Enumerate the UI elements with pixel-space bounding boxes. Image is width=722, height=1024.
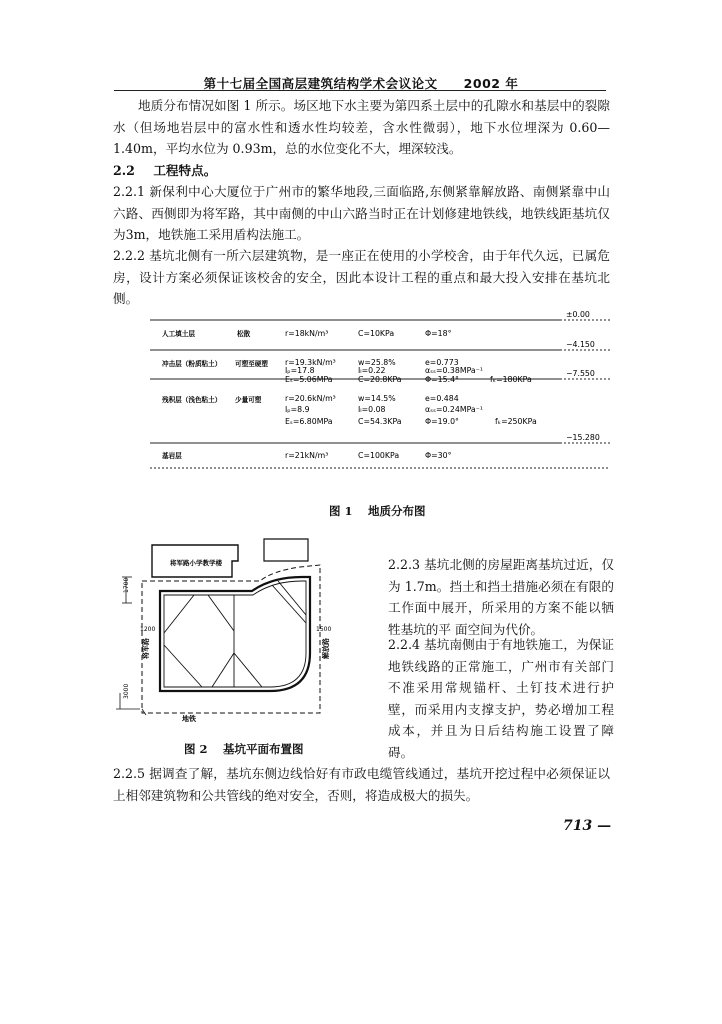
dimension-label-3000: 3000 xyxy=(123,683,130,699)
east-road-label: 解放路 xyxy=(322,638,330,659)
school-label: 将军路小学教学楼 xyxy=(170,559,222,567)
depth-label-2: −7.550 xyxy=(566,369,595,378)
layer-value: w=14.5% xyxy=(358,394,396,403)
paragraph-2-2-2: 2.2.2 基坑北侧有一所六层建筑物，是一座正在使用的小学校舍，由于年代久远，已属危房，设计方案必须保证该校舍的安全，因此本设计工程的重点和最大投入安排在基坑北侧。 xyxy=(113,248,610,306)
layer-value: r=18kN/m³ xyxy=(285,329,329,338)
layer-value: Φ=18° xyxy=(425,329,452,338)
layer-value: Φ=30° xyxy=(425,451,452,460)
layer-value: e=0.484 xyxy=(425,394,459,403)
adjacent-building-outline xyxy=(264,539,308,561)
layer-value: fₖ=180KPa xyxy=(490,375,532,384)
internal-bracing xyxy=(164,581,306,687)
layer-value: C=10KPa xyxy=(358,329,395,338)
figure-2-excavation-plan xyxy=(112,533,376,729)
layer-value: r=20.6kN/m³ xyxy=(285,394,336,403)
dimension-label-1700: 1700 xyxy=(123,577,130,593)
layer-value: Iₗ=0.08 xyxy=(358,405,386,414)
layer-value: r=19.3kN/m³ xyxy=(285,358,336,367)
running-header: 第十七届全国高层建筑结构学术会议论文 2002 年 xyxy=(203,76,519,91)
layer-name-alluvial: 冲击层（粉质粘土） xyxy=(162,360,222,368)
header-rule xyxy=(114,90,606,91)
layer-value: Φ=15.4° xyxy=(425,375,459,384)
layer-value: Iₚ=17.8 xyxy=(285,366,315,375)
paragraph-geology: 地质分布情况如图 1 所示。场区地下水主要为第四系土层中的孔隙水和基层中的裂隙水（但场地岩层中的富水性和透水性均较差，含水性微弱），地下水位埋深为 0.60—1.40m，平均水位为 0.93m，总的水位变化不大，埋深较浅。 xyxy=(113,98,610,156)
paragraph-2-2-4: 2.2.4 基坑南侧由于有地铁施工，为保证地铁线路的正常施工，广州市有关部门不准采用常规锚杆、土钉技术进行护壁，而采用内支撑支护，势必增加工程成本，并且为日后结构施工设置了障碍。 xyxy=(388,637,614,760)
dimension-label-1200: 1200 xyxy=(140,626,156,633)
south-road-label: 地铁 xyxy=(182,715,196,723)
layer-name-residual: 残积层（浅色粘土） xyxy=(162,396,222,404)
depth-label-0: ±0.00 xyxy=(566,310,590,319)
figure-1-geology-profile xyxy=(150,308,610,478)
layer-value: r=21kN/m³ xyxy=(285,451,329,460)
paragraph-2-2-5: 2.2.5 据调查了解，基坑东侧边线恰好有市政电缆管线通过，基坑开挖过程中必须保证以上相邻建筑物和公共管线的绝对安全，否则，将造成极大的损失。 xyxy=(113,766,610,803)
section-number: 2.2 xyxy=(113,163,135,178)
paragraph-2-2-3: 2.2.3 基坑北侧的房屋距离基坑过近，仅为 1.7m。挡土和挡土措施必须在有限的工作面中展开，所采用的方案不能以牺牲基坑的平 面空间为代价。 xyxy=(388,557,614,637)
layer-value: αₛₛ=0.38MPa⁻¹ xyxy=(425,366,483,375)
depth-label-1: −4.150 xyxy=(566,340,595,349)
layer-value: C=20.8KPa xyxy=(358,375,402,384)
figure-2-caption: 图 2 基坑平面布置图 xyxy=(184,742,304,756)
pit-inner-wall xyxy=(164,581,306,687)
layer-value: C=54.3KPa xyxy=(358,417,402,426)
depth-label-3: −15.280 xyxy=(566,433,600,442)
dimension-label-1500: 1500 xyxy=(316,626,332,633)
layer-desc-alluvial: 可塑至硬塑 xyxy=(235,360,268,368)
layer-value: Eₛ=6.80MPa xyxy=(285,417,333,426)
layer-value: fₖ=250KPa xyxy=(495,417,537,426)
layer-value: Iₗ=0.22 xyxy=(358,366,386,375)
layer-value: e=0.773 xyxy=(425,358,459,367)
west-road-label: 将军路 xyxy=(142,638,150,659)
layer-value: C=100KPa xyxy=(358,451,400,460)
layer-value: Eₛ=5.06MPa xyxy=(285,375,333,384)
layer-name-fill: 人工填土层 xyxy=(162,330,195,338)
layer-desc-residual: 少量可塑 xyxy=(235,396,262,404)
pit-outer-wall xyxy=(160,577,310,691)
layer-value: w=25.8% xyxy=(358,358,396,367)
layer-value: Iₚ=8.9 xyxy=(285,405,310,414)
layer-desc-fill: 松散 xyxy=(237,330,251,338)
section-heading-2-2 xyxy=(113,160,216,179)
section-title: 工程特点。 xyxy=(153,163,217,178)
layer-name-bedrock: 基岩层 xyxy=(162,452,182,460)
page-number: 713 — xyxy=(563,818,612,834)
layer-value: αₛₛ=0.24MPa⁻¹ xyxy=(425,405,483,414)
paragraph-2-2-1: 2.2.1 新保利中心大厦位于广州市的繁华地段,三面临路,东侧紧靠解放路、南侧紧靠中山六路、西侧即为将军路，其中南侧的中山六路当时正在计划修建地铁线，地铁线距基坑仅为3m，地铁施工采用盾构法施工。 xyxy=(113,184,610,242)
figure-1-caption: 图 1 地质分布图 xyxy=(329,504,426,518)
layer-value: Φ=19.0° xyxy=(425,417,459,426)
